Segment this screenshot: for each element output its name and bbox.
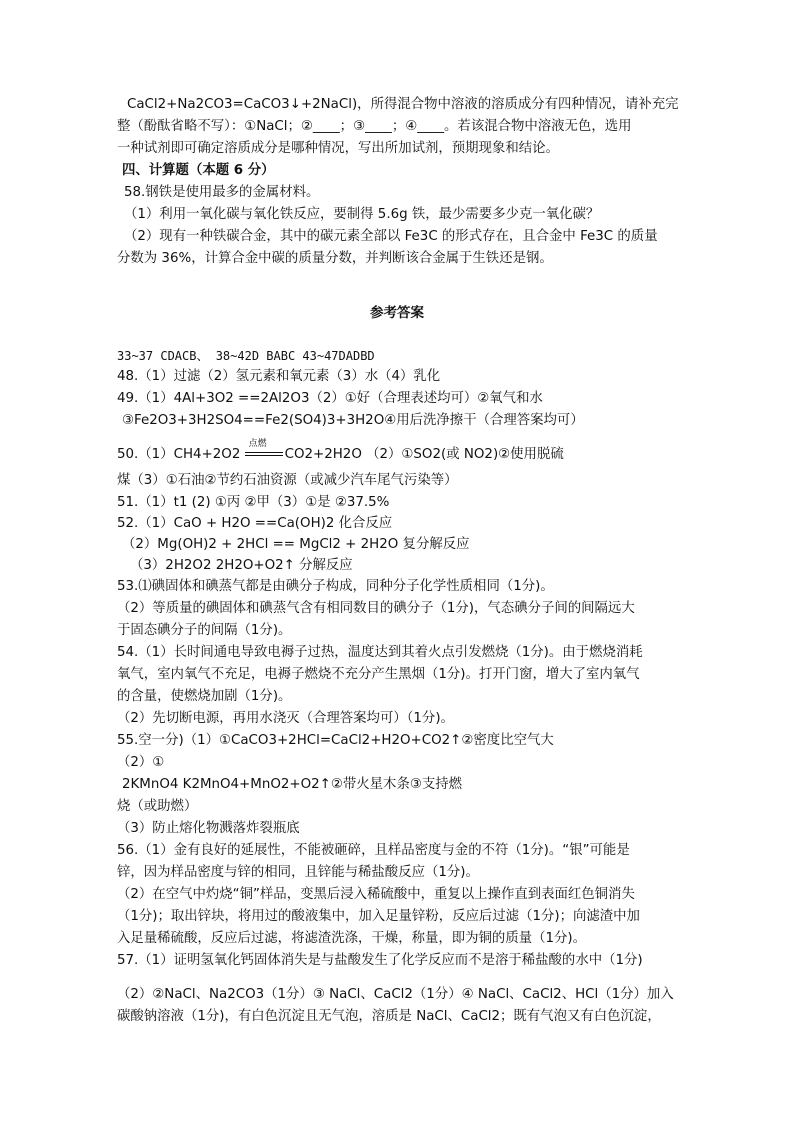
text-line bbox=[117, 439, 564, 465]
text-line: （2）②NaCl、Na2CO3（1分）③ NaCl、CaCl2（1分）④ NaCl、CaCl2、HCl（1分）加入 bbox=[117, 987, 674, 1002]
equal-bar-top bbox=[245, 452, 283, 453]
text-line: 55.空一分)（1）①CaCO3+2HCl=CaCl2+H2O+CO2↑②密度比空气大 bbox=[117, 733, 554, 748]
text-line: （2）① bbox=[117, 755, 165, 770]
text-line: 氧气，室内氧气不充足，电褥子燃烧不充分产生黑烟（1分)。打开门窗，增大了室内氧气 bbox=[117, 667, 640, 682]
text-line: 煤（3）①石油②节约石油资源（或减少汽车尾气污染等） bbox=[117, 473, 458, 488]
text-fragment: CO2+2H2O （2）①SO2(或 NO2)②使用脱硫 bbox=[284, 447, 564, 462]
text-line: （3）2H2O2 2H2O+O2↑ 分解反应 bbox=[130, 558, 353, 573]
section-heading: 四、计算题（本题 6 分） bbox=[122, 163, 275, 178]
text-line: 53.⑴碘固体和碘蒸气都是由碘分子构成，同种分子化学性质相同（1分)。 bbox=[117, 579, 554, 594]
text-line: （2）在空气中灼烧“铜”样品，变黑后浸入稀硫酸中，重复以上操作直到表面红色铜消失 bbox=[117, 887, 635, 902]
text-line: （2）先切断电源，再用水浇灭（合理答案均可）（1分)。 bbox=[117, 711, 454, 726]
text-line: ③Fe2O3+3H2SO4==Fe2(SO4)3+3H2O④用后洗净擦干（合理答案均可） bbox=[122, 413, 584, 428]
condition-label: 点燃 bbox=[248, 439, 267, 449]
text-line: 2KMnO4 K2MnO4+MnO2+O2↑②带火星木条③支持燃 bbox=[122, 777, 463, 792]
text-line: （2）等质量的碘固体和碘蒸气含有相同数目的碘分子（1分)，气态碘分子间的间隔远大 bbox=[117, 601, 635, 616]
text-fragment: 50.（1）CH4+2O2 bbox=[117, 447, 245, 462]
text-line: 的含量，使燃烧加剧（1分)。 bbox=[117, 689, 292, 704]
text-line: 56.（1）金有良好的延展性，不能被砸碎，且样品密度与金的不符（1分)。“银”可能是 bbox=[117, 843, 630, 858]
text-line: 52.（1）CaO + H2O ==Ca(OH)2 化合反应 bbox=[117, 516, 393, 531]
text-line: 58.钢铁是使用最多的金属材料。 bbox=[124, 185, 320, 200]
text-line: 烧（或助燃） bbox=[117, 799, 198, 814]
reaction-condition-arrow bbox=[245, 439, 285, 460]
text-line: 51.（1）t1 (2) ①丙 ②甲（3）①是 ②37.5% bbox=[117, 495, 390, 510]
text-line: （2）现有一种铁碳合金，其中的碳元素全部以 Fe3C 的形式存在，且合金中 Fe3C 的质量 bbox=[124, 229, 658, 244]
text-line: 于固态碘分子的间隔（1分)。 bbox=[117, 623, 292, 638]
text-line: （3）防止熔化物溅落炸裂瓶底 bbox=[117, 821, 300, 836]
text-line: （1）利用一氧化碳与氧化铁反应，要制得 5.6g 铁，最少需要多少克一氧化碳？ bbox=[124, 207, 600, 222]
text-line: CaCl2+Na2CO3=CaCO3↓+2NaCl)，所得混合物中溶液的溶质成分有四种情况，请补充完 bbox=[127, 97, 679, 112]
text-line: （2）Mg(OH)2 + 2HCl == MgCl2 + 2H2O 复分解反应 bbox=[122, 537, 470, 552]
text-line: 57.（1）证明氢氧化钙固体消失是与盐酸发生了化学反应而不是溶于稀盐酸的水中（1分) bbox=[117, 953, 643, 968]
text-line: （1分)；取出锌块，将用过的酸液集中，加入足量锌粉，反应后过滤（1分)；向滤渣中加 bbox=[117, 909, 640, 924]
text-line: 锌，因为样品密度与锌的相同，且锌能与稀盐酸反应（1分)。 bbox=[117, 865, 479, 880]
answers-title: 参考答案 bbox=[370, 305, 424, 321]
text-line: 入足量稀硫酸，反应后过滤，将滤渣洗涤，干燥，称量，即为铜的质量（1分)。 bbox=[117, 931, 587, 946]
text-line: 48.（1）过滤（2）氢元素和氧元素（3）水（4）乳化 bbox=[117, 369, 441, 384]
text-line: 54.（1）长时间通电导致电褥子过热，温度达到其着火点引发燃烧（1分)。由于燃烧消耗 bbox=[117, 645, 643, 660]
text-line: 33~37 CDACB、 38~42D BABC 43~47DADBD bbox=[117, 349, 375, 363]
text-line: 整（酚酞省略不写）：①NaCl；②____；③____；④____。若该混合物中溶液无色，选用 bbox=[117, 119, 632, 134]
text-line: 一种试剂即可确定溶质成分是哪种情况，写出所加试剂，预期现象和结论。 bbox=[117, 141, 559, 156]
text-line: 碳酸钠溶液（1分)，有白色沉淀且无气泡，溶质是 NaCl、CaCl2；既有气泡又有白色沉淀， bbox=[117, 1009, 661, 1024]
text-line: 49.（1）4Al+3O2 ==2Al2O3（2）①好（合理表述均可）②氧气和水 bbox=[117, 391, 543, 406]
text-line: 分数为 36%，计算合金中碳的质量分数，并判断该合金属于生铁还是钢。 bbox=[117, 251, 553, 266]
equal-bar-bottom bbox=[245, 455, 283, 456]
